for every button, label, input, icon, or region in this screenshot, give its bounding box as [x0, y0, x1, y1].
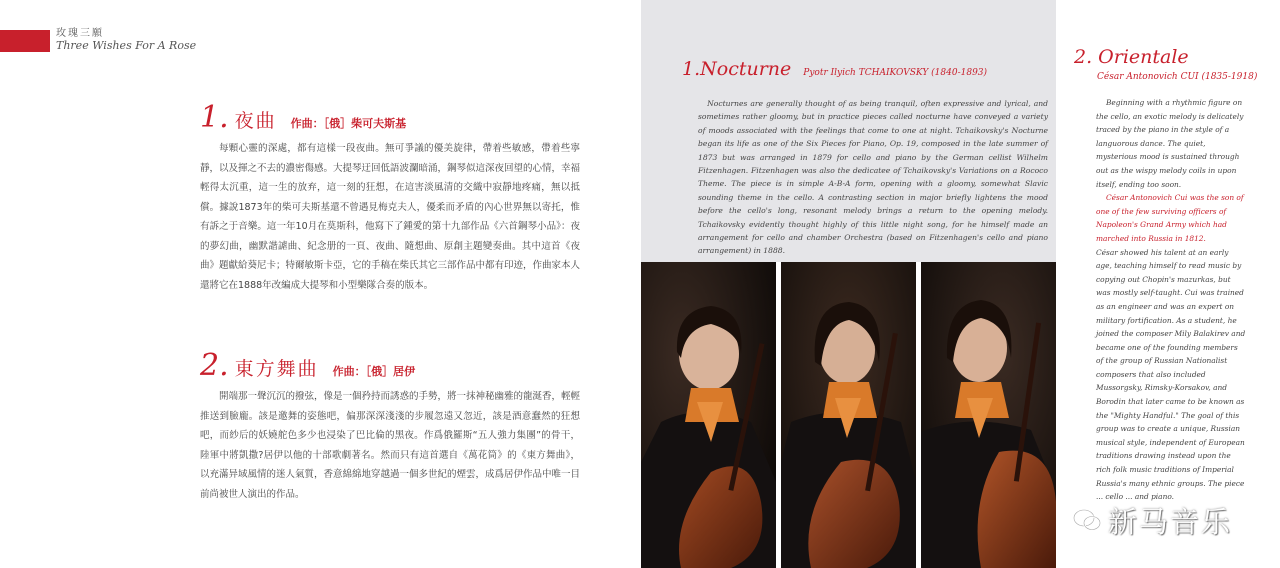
wechat-bubble-icon	[1072, 507, 1102, 533]
nocturne-heading	[682, 58, 987, 80]
cellist-photo-2	[781, 262, 916, 568]
nocturne-title: 1.Nocturne	[682, 58, 792, 80]
cn-section-nocturne	[200, 100, 580, 295]
running-head-cn: 玫瑰三願	[56, 28, 104, 39]
cn-section-title: 東方舞曲	[234, 358, 319, 380]
cn-section-body: 開端那一聲沉沉的撥弦，像是一個矜持而誘惑的手勢，將一抹神秘幽雅的龍涎香，輕輕推送到臉龐。該是邀舞的姿態吧，偏那深深淺淺的步履忽遠又忽近，該是酒意蠢然的狂想吧，而紗后的妖嬈舵色多少也浸染了巴比倫的黑夜。作爲俄羅斯“五人強力集團”的骨干，陸軍中將凱撒?居伊以他的十部歌劇著名。然而只有這首選自《萬花筒》的《東方舞曲》，以充滿异域風情的迷人氣質，香意綿綿地穿越過一個多世紀的煙雲，成爲居伊作品中唯一目前尚被世人演出的作品。	[200, 391, 581, 500]
cn-section-composer: 作曲：［俄］居伊	[332, 365, 416, 378]
nocturne-body: Nocturnes are generally thought of as being tranquil, often expressive and lyrical, and sometimes rather gloomy, but in practice pieces called nocturne have conveyed a variety of moods associated with the feelings that come to one at night. Tchaikovsky's Nocturne began its life as one of the Six Pieces for Piano, Op. 19, composed in the late summer of 1873 but was arranged in 1879 for cello and piano by the German cellist Wilhelm Fitzenhagen. Fitzenhagen was also the dedicatee of Tchaikovsky's Variations on a Rococo Theme. The piece is in simple A-B-A form, opening with a gloomy, somewhat Slavic sounding theme in the cello. A contrasting section in major briefly lightens the mood before the cello's long, resonant melody brings a return to the opening melody. Tchaikovsky evidently thought highly of this little night song, for he himself made an arrangement for cello and chamber Orchestra (based on Fitzenhagen's cello and piano arrangement) in 1888.	[698, 99, 1048, 256]
watermark-text: 新马音乐	[1108, 504, 1233, 539]
orientale-body	[1096, 96, 1246, 504]
cn-section-title: 夜曲	[234, 110, 277, 132]
cn-section-heading	[200, 348, 580, 383]
orientale-para-2-highlight: César Antonovich Cui was the son of one of the few surviving officers of Napoleon's Grand Army which had marched into Russia in 1812.	[1096, 193, 1244, 243]
orientale-composer: César Antonovich CUI (1835-1918)	[1097, 72, 1258, 82]
cellist-photo-1	[641, 262, 776, 568]
running-head-en: Three Wishes For A Rose	[56, 38, 197, 52]
cn-section-body: 每顆心靈的深處，都有這樣一段夜曲。無可爭議的優美旋律，帶着些敏感，帶着些寧靜，以及揮之不去的濃密傷感。大提琴迂回低語波瀾暗涌，鋼琴似這深夜回望的心情，幸福輕得太沉重，這一生的放弃，這一刻的狂想，在這害淡風清的交織中寂靜地疼痛，無以抵償。據說1873年的柴可夫斯基還不曾遇見梅克夫人，優柔而矛盾的內心世界無以寄托，惟有訴之于音樂。這一年10月在莫斯科，他寫下了鍾愛的第十九部作品《六首鋼琴小品》：夜的夢幻曲，幽默諧謔曲、紀念册的一頁、夜曲、隨想曲、原創主題變奏曲。其中這首《夜曲》題獻給葵尼卡；特爾敏斯卡亞，它的手稿在柴氏其它三部作品中都有印迹，作曲家本人還將它在1888年改編成大提琴和小型樂隊合奏的版本。	[200, 143, 581, 291]
cn-section-number: 2.	[200, 348, 229, 383]
orientale-title: 2. Orientale	[1074, 46, 1189, 68]
cn-section-number: 1.	[200, 100, 229, 135]
red-tab-marker	[0, 30, 50, 52]
cn-section-heading	[200, 100, 580, 135]
orientale-para-2: César showed his talent at an early age, teaching himself to read music by copying out Chopin's mazurkas, but was mostly self-taught. Cui was trained as an engineer and was an expert on military fortification. As a student, he joined the composer Mily Balakirev and became one of the founding members of the group of Russian Nationalist composers that also included Mussorgsky, Rimsky-Korsakov, and Borodin that later came to be known as the "Mighty Handful." The goal of this group was to create a unique, Russian musical style, independent of European traditions drawing instead upon the rich folk music traditions of Imperial Russia's many ethnic groups. The piece ... cello ... and piano.	[1096, 247, 1246, 502]
cn-section-composer: 作曲：［俄］柴可夫斯基	[290, 117, 407, 130]
watermark	[1072, 500, 1272, 540]
nocturne-composer: Pyotr Ilyich TCHAIKOVSKY (1840-1893)	[803, 68, 988, 78]
running-head	[56, 28, 196, 52]
orientale-para-1: Beginning with a rhythmic figure on the cello, an exotic melody is delicately traced by the piano in the style of a languorous dance. The quiet, mysterious mood is sustained through out as the wispy melody coils in upon itself, ending too soon.	[1096, 98, 1244, 189]
cn-section-orientale	[200, 348, 580, 504]
cellist-photo-3	[921, 262, 1056, 568]
